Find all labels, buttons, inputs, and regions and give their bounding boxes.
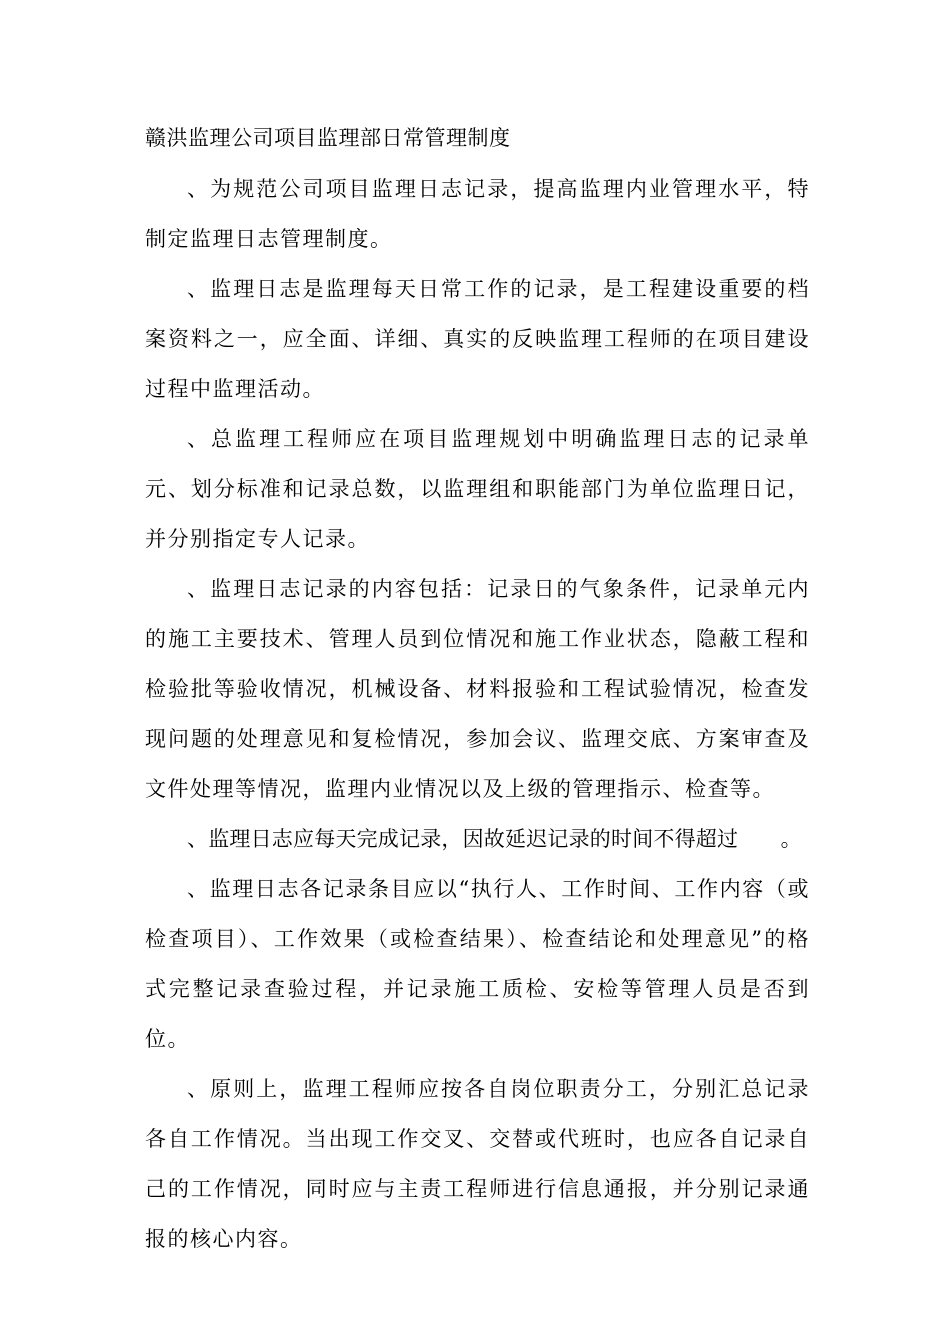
paragraph-6: 、监理日志各记录条目应以“执行人、工作时间、工作内容（或检查项目）、工作效果（或检查结果）、检查结论和处理意见”的格式完整记录查验过程，并记录施工质检、安检等管理人员是否到位。 [145, 877, 810, 1051]
document-title: 赣洪监理公司项目监理部日常管理制度 [145, 126, 511, 150]
paragraph-1: 、为规范公司项目监理日志记录，提高监理内业管理水平，特制定监理日志管理制度。 [145, 177, 810, 251]
paragraph-4: 、监理日志记录的内容包括：记录日的气象条件，记录单元内的施工主要技术、管理人员到位情况和施工作业状态，隐蔽工程和检验批等验收情况，机械设备、材料报验和工程试验情况，检查发现问题的处理意见和复检情况，参加会议、监理交底、方案审查及文件处理等情况，监理内业情况以及上级的管理指示、检查等。 [145, 577, 810, 801]
paragraph-5: 、监理日志应每天完成记录，因故延迟记录的时间不得超过 。 [187, 827, 802, 851]
paragraph-3: 、总监理工程师应在项目监理规划中明确监理日志的记录单元、划分标准和记录总数，以监理组和职能部门为单位监理日记，并分别指定专人记录。 [145, 427, 810, 551]
document-page [145, 112, 810, 1264]
paragraph-7: 、原则上，监理工程师应按各自岗位职责分工，分别汇总记录各自工作情况。当出现工作交叉、交替或代班时，也应各自记录自己的工作情况，同时应与主责工程师进行信息通报，并分别记录通报的核心内容。 [145, 1077, 810, 1251]
paragraph-2: 、监理日志是监理每天日常工作的记录，是工程建设重要的档案资料之一，应全面、详细、真实的反映监理工程师的在项目建设过程中监理活动。 [145, 277, 810, 401]
